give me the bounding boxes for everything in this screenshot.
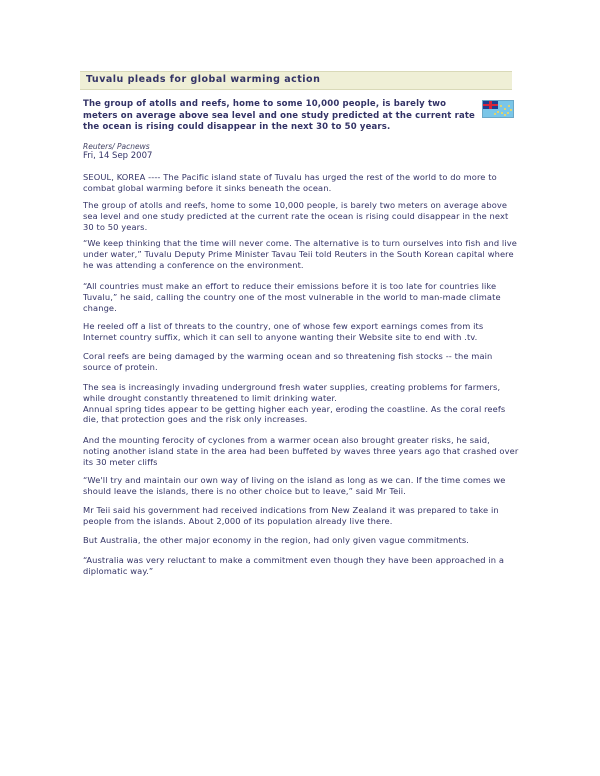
- body-paragraph: [83, 281, 513, 313]
- flag-star: [510, 109, 512, 111]
- paragraph-line: The sea is increasingly invading underground fresh water supplies, creating problems for farmers,: [83, 382, 501, 392]
- paragraph-line: Annual spring tides appear to be getting higher each year, eroding the coastline. As the coral reefs: [83, 403, 506, 414]
- paragraph-line: Coral reefs are being damaged by the warming ocean and so threatening fish stocks -- the main: [83, 351, 493, 361]
- article-source: Reuters/ Pacnews: [83, 142, 150, 151]
- body-paragraph: [83, 555, 513, 577]
- body-paragraph: [83, 321, 513, 343]
- body-paragraph: [83, 172, 513, 194]
- body-paragraph: [83, 505, 513, 527]
- flag-star: [501, 112, 503, 114]
- flag-star: [508, 105, 510, 107]
- flag-canton: [483, 101, 498, 109]
- flag-star: [497, 111, 499, 113]
- paragraph-line: “All countries must make an effort to reduce their emissions before it is too late for countries like: [83, 281, 497, 291]
- paragraph-line: people from the islands. About 2,000 of its population already live there.: [83, 515, 393, 526]
- paragraph-line: “We'll try and maintain our own way of living on the island as long as we can. If the time comes we: [83, 475, 506, 485]
- paragraph-line: die, that protection goes and the risk only increases.: [83, 414, 308, 425]
- paragraph-line: while drought constantly threatened to limit drinking water.: [83, 392, 337, 403]
- flag-star: [504, 108, 506, 110]
- paragraph-line: under water,” Tuvalu Deputy Prime Minister Tavau Teii told Reuters in the South Korean capital where: [83, 248, 514, 259]
- flag-star: [504, 114, 506, 116]
- paragraph-line: should leave the islands, there is no other choice but to leave,” said Mr Teii.: [83, 485, 406, 496]
- body-paragraph: [83, 351, 513, 373]
- paragraph-line: source of protein.: [83, 361, 158, 372]
- paragraph-line: change.: [83, 302, 117, 313]
- body-paragraph: [83, 535, 513, 546]
- paragraph-line: The group of atolls and reefs, home to some 10,000 people, is barely two meters on average above: [83, 200, 508, 210]
- paragraph-line: he was attending a conference on the environment.: [83, 259, 304, 270]
- paragraph-line: SEOUL, KOREA ---- The Pacific island state of Tuvalu has urged the rest of the world to do more to: [83, 172, 497, 182]
- paragraph-line: diplomatic way.”: [83, 565, 154, 576]
- tuvalu-flag-icon: [482, 100, 514, 118]
- body-paragraph: [83, 475, 513, 497]
- article-headline: Tuvalu pleads for global warming action: [86, 74, 321, 85]
- paragraph-line: “We keep thinking that the time will never come. The alternative is to turn ourselves into fish and live: [83, 238, 517, 248]
- flag-star: [507, 112, 509, 114]
- body-paragraph: [83, 382, 513, 425]
- paragraph-line: Internet country suffix, which it can sell to anyone wanting their Website site to end with .tv.: [83, 331, 478, 342]
- paragraph-line: And the mounting ferocity of cyclones from a warmer ocean also brought greater risks, he said,: [83, 435, 490, 445]
- headline-bar: [80, 71, 512, 90]
- paragraph-line: Tuvalu,” he said, calling the country one of the most vulnerable in the world to man-made climate: [83, 291, 501, 302]
- article-date: Fri, 14 Sep 2007: [83, 151, 153, 161]
- article-lede: The group of atolls and reefs, home to some 10,000 people, is barely two meters on average above sea level and one study predicted at the current rate the ocean is rising could disappear in the next 30 to 50 years.: [83, 99, 475, 132]
- paragraph-line: combat global warming before it sinks beneath the ocean.: [83, 182, 332, 193]
- paragraph-line: its 30 meter cliffs: [83, 456, 158, 467]
- paragraph-line: He reeled off a list of threats to the country, one of whose few export earnings comes from its: [83, 321, 484, 331]
- body-paragraph: [83, 435, 519, 467]
- paragraph-line: “Australia was very reluctant to make a commitment even though they have been approached in a: [83, 555, 505, 565]
- body-paragraph: [83, 200, 513, 232]
- body-paragraph: [83, 238, 517, 270]
- paragraph-line: But Australia, the other major economy in the region, had only given vague commitments.: [83, 535, 469, 545]
- flag-star: [494, 113, 496, 115]
- paragraph-line: 30 to 50 years.: [83, 221, 148, 232]
- paragraph-line: sea level and one study predicted at the current rate the ocean is rising could disappear in the next: [83, 210, 509, 221]
- paragraph-line: Mr Teii said his government had received indications from New Zealand it was prepared to take in: [83, 505, 499, 515]
- paragraph-line: noting another island state in the area had been buffeted by waves three years ago that crashed over: [83, 445, 519, 456]
- flag-star: [500, 105, 502, 107]
